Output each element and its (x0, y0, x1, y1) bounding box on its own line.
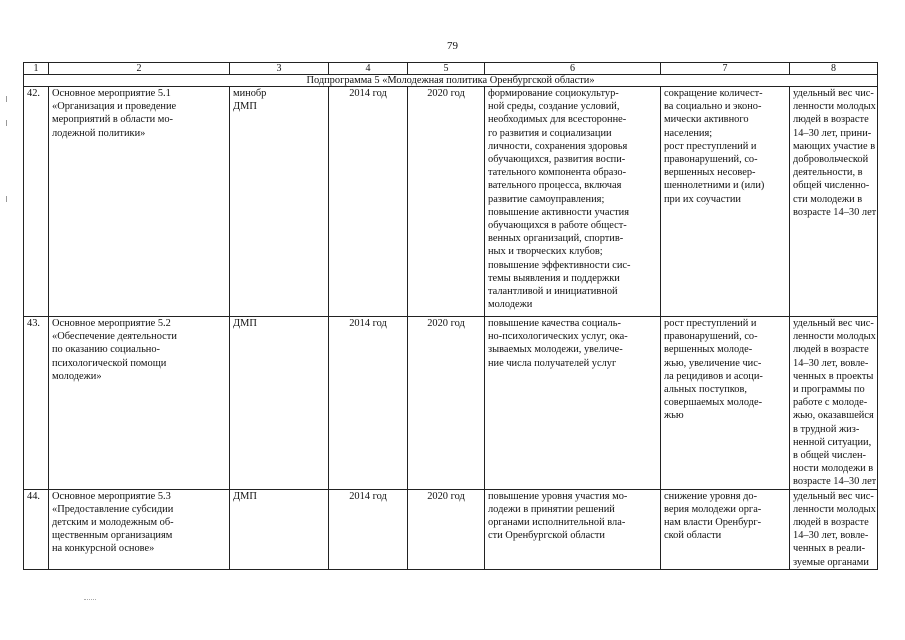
consequences-line: вершенных несовер- (664, 167, 756, 179)
activity-line: по оказанию социально- (52, 344, 161, 356)
column-number: 1 (24, 63, 49, 75)
consequences-line: альных поступков, (664, 384, 747, 396)
result-line: обучающихся, развития воспи- (488, 154, 626, 166)
executor-line: ДМП (233, 101, 257, 113)
end-year: 2020 год (408, 87, 485, 317)
activities-table (23, 62, 878, 570)
consequences-line: правонарушений, со- (664, 331, 758, 343)
indicator-line: ности молодежи в (793, 463, 874, 475)
indicator-line: работе с молоде- (793, 397, 868, 409)
result-line: ной среды, создание условий, (488, 101, 620, 113)
column-number: 6 (485, 63, 661, 75)
indicator-line: ненной ситуации, (793, 436, 872, 448)
activity-cell (49, 489, 230, 569)
result-cell (485, 317, 661, 490)
activity-line: Основное мероприятие 5.1 (52, 88, 171, 99)
activity-line: Основное мероприятие 5.3 (52, 490, 171, 502)
indicator-line: людей в возрасте (793, 114, 869, 126)
activity-line: молодежи» (52, 370, 102, 382)
result-cell (485, 489, 661, 569)
result-line: личности, сохранения здоровья (488, 140, 628, 152)
end-year: 2020 год (408, 317, 485, 490)
result-line: формирование социокультур- (488, 88, 619, 99)
consequences-line: шеннолетними и (или) (664, 180, 765, 192)
column-number: 3 (230, 63, 329, 75)
consequences-line: сокращение количест- (664, 88, 763, 99)
subprogram-row (24, 75, 878, 87)
indicator-line: ленности молодых (793, 503, 876, 515)
executor-line: ДМП (233, 318, 257, 329)
result-line: ных и творческих клубов; (488, 246, 603, 258)
consequences-line: ской области (664, 530, 722, 542)
activity-line: «Обеспечение деятельности (52, 331, 177, 343)
result-line: го развития и социализации (488, 127, 612, 139)
result-line: но-психологических услуг, ока- (488, 331, 628, 343)
row-number: 44. (24, 489, 49, 569)
indicator-line: и программы по (793, 384, 865, 396)
result-line: ние числа получателей услуг (488, 357, 617, 369)
consequences-line: жью (664, 410, 684, 422)
indicator-cell (790, 87, 878, 317)
indicator-line: ченных в реали- (793, 543, 866, 555)
scan-edge-mark (6, 196, 7, 202)
result-line: повышение активности участия (488, 206, 629, 218)
result-line: лодежи в принятии решений (488, 503, 615, 515)
result-line: вательного процесса, включая (488, 180, 622, 192)
indicator-line: 14–30 лет, вовле- (793, 357, 869, 369)
consequences-line: вершенных молоде- (664, 344, 753, 356)
column-number: 2 (49, 63, 230, 75)
indicator-line: ленности молодых (793, 101, 876, 113)
table-row (24, 317, 878, 490)
indicator-line: деятельности, в (793, 167, 863, 179)
table-row (24, 87, 878, 317)
activity-line: лодежной политики» (52, 127, 146, 139)
indicator-line: ченных в проекты (793, 370, 874, 382)
indicator-line: жью, оказавшейся (793, 410, 874, 422)
result-line: венных организаций, спортив- (488, 233, 624, 245)
row-number: 42. (24, 87, 49, 317)
result-line: обучающихся в работе общест- (488, 220, 627, 232)
result-line: сти Оренбургской области (488, 530, 605, 542)
activity-line: на конкурсной основе» (52, 543, 155, 555)
activity-line: «Предоставление субсидии (52, 503, 174, 515)
scan-edge-mark (6, 120, 7, 126)
consequences-line: снижение уровня до- (664, 490, 758, 502)
subprogram-title: Подпрограмма 5 «Молодежная политика Оренбургской области» (24, 75, 878, 87)
activity-cell (49, 87, 230, 317)
indicator-line: ленности молодых (793, 331, 876, 343)
column-number: 8 (790, 63, 878, 75)
indicator-line: возрасте 14–30 лет (793, 476, 877, 488)
consequences-line: правонарушений, со- (664, 154, 758, 166)
start-year: 2014 год (329, 489, 408, 569)
consequences-line: населения; (664, 127, 713, 139)
indicator-line: удельный вес чис- (793, 490, 874, 502)
indicator-line: удельный вес чис- (793, 88, 874, 99)
consequences-line: рост преступлений и (664, 318, 757, 329)
indicator-line: мающих участие в (793, 140, 876, 152)
result-line: развитие самоуправления; (488, 193, 605, 205)
executor-cell (230, 317, 329, 490)
executor-cell (230, 87, 329, 317)
result-line: зываемых молодежи, увеличе- (488, 344, 623, 356)
result-line: необходимых для всесторонне- (488, 114, 627, 126)
activity-line: щественным организациям (52, 530, 173, 542)
activity-line: психологической помощи (52, 357, 167, 369)
indicator-cell (790, 317, 878, 490)
row-number: 43. (24, 317, 49, 490)
indicator-line: в трудной жиз- (793, 423, 860, 435)
result-cell (485, 87, 661, 317)
column-number: 4 (329, 63, 408, 75)
consequences-line: ва социально и эконо- (664, 101, 762, 113)
consequences-line: жью, увеличение чис- (664, 357, 762, 369)
indicator-line: удельный вес чис- (793, 318, 874, 329)
result-line: тательного компонента образо- (488, 167, 627, 179)
result-line: органами исполнительной вла- (488, 517, 626, 529)
table-row (24, 489, 878, 569)
indicator-line: в общей числен- (793, 450, 866, 462)
column-number: 7 (661, 63, 790, 75)
start-year: 2014 год (329, 317, 408, 490)
consequences-cell (661, 489, 790, 569)
indicator-line: сти молодежи в (793, 193, 863, 205)
result-line: повышение качества социаль- (488, 318, 621, 329)
result-line: темы выявления и поддержки (488, 272, 620, 284)
indicator-line: людей в возрасте (793, 344, 869, 356)
indicator-line: людей в возрасте (793, 517, 869, 529)
column-number: 5 (408, 63, 485, 75)
consequences-line: ла рецидивов и асоци- (664, 370, 763, 382)
end-year: 2020 год (408, 489, 485, 569)
result-line: молодежи (488, 299, 533, 311)
result-line: талантливой и инициативной (488, 286, 618, 298)
activity-cell (49, 317, 230, 490)
result-line: повышение эффективности сис- (488, 259, 631, 271)
result-line: повышение уровня участия мо- (488, 490, 628, 502)
page-number: 79 (447, 40, 458, 52)
indicator-line: 14–30 лет, вовле- (793, 530, 869, 542)
indicator-line: 14–30 лет, прини- (793, 127, 872, 139)
column-number-row (24, 63, 878, 75)
activity-line: Основное мероприятие 5.2 (52, 318, 171, 329)
activity-line: детским и молодежным об- (52, 517, 174, 529)
indicator-line: зуемые органами (793, 556, 869, 568)
consequences-cell (661, 87, 790, 317)
indicator-cell (790, 489, 878, 569)
consequences-line: верия молодежи орга- (664, 503, 762, 515)
consequences-line: нам власти Оренбург- (664, 517, 762, 529)
executor-line: минобр (233, 88, 267, 99)
consequences-line: при их соучастии (664, 193, 741, 205)
activity-line: «Организация и проведение (52, 101, 177, 113)
scan-dots (84, 599, 96, 601)
indicator-line: общей численно- (793, 180, 870, 192)
activity-line: мероприятий в области мо- (52, 114, 173, 126)
indicator-line: возрасте 14–30 лет (793, 206, 877, 218)
start-year: 2014 год (329, 87, 408, 317)
executor-line: ДМП (233, 490, 257, 502)
consequences-cell (661, 317, 790, 490)
consequences-line: рост преступлений и (664, 140, 757, 152)
scan-edge-mark (6, 96, 7, 102)
executor-cell (230, 489, 329, 569)
indicator-line: добровольческой (793, 154, 869, 166)
consequences-line: мически активного (664, 114, 749, 126)
consequences-line: совершаемых молоде- (664, 397, 763, 409)
